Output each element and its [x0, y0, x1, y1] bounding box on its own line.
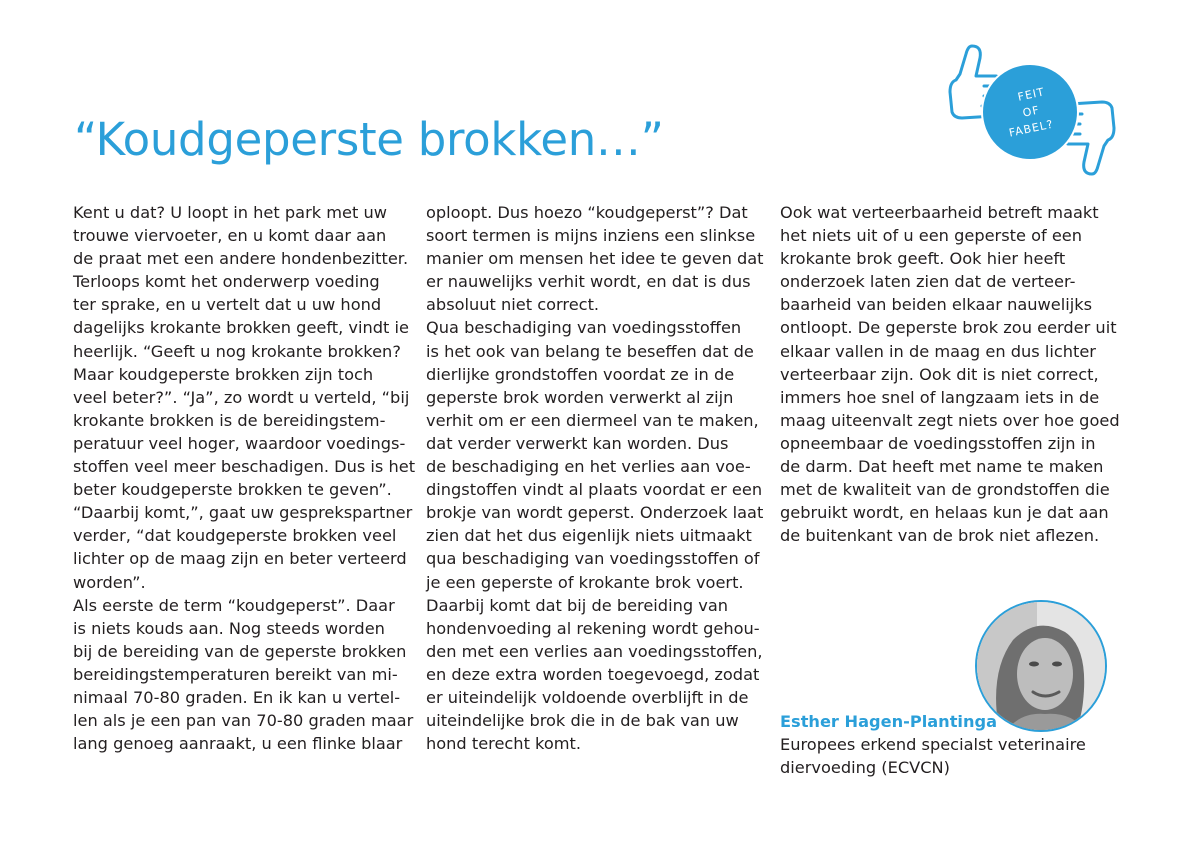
paragraph-line: Kent u dat? U loopt in het park met uw: [73, 203, 387, 222]
paragraph-line: is niets kouds aan. Nog steeds worden: [73, 618, 385, 638]
paragraph-line: soort termen is mijns inziens een slinkse: [426, 226, 756, 246]
article-title: “Koudgeperste brokken…”: [74, 113, 664, 166]
paragraph-line: er uiteindelijk voldoende overblijft in de: [426, 687, 749, 707]
paragraph-line: hondenvoeding al rekening wordt gehou-: [426, 618, 760, 638]
paragraph-line: oploopt. Dus hoezo “koudgeperst”? Dat: [426, 203, 748, 222]
paragraph-line: manier om mensen het idee te geven dat: [426, 249, 764, 269]
paragraph-line: dagelijks krokante brokken geeft, vindt ie: [73, 318, 409, 338]
paragraph-line: lichter op de maag zijn en beter verteerd: [73, 549, 407, 569]
paragraph-line: de beschadiging en het verlies aan voe-: [426, 457, 751, 477]
paragraph-line: qua beschadiging van voedingsstoffen of: [426, 549, 760, 569]
paragraph-line: krokante brok geeft. Ook hier heeft: [780, 249, 1066, 269]
paragraph-line: verder, “dat koudgeperste brokken veel: [73, 526, 397, 546]
paragraph-line: je een geperste of krokante brok voert.: [426, 572, 744, 592]
paragraph-line: opneembaar de voedingsstoffen zijn in: [780, 433, 1096, 453]
paragraph-line: dingstoffen vindt al plaats voordat er een: [426, 480, 763, 500]
paragraph-line: ter sprake, en u vertelt dat u uw hond: [73, 295, 382, 315]
paragraph-line: is het ook van belang te beseffen dat de: [426, 341, 754, 361]
paragraph-line: uiteindelijke brok die in de bak van uw: [426, 711, 739, 731]
article-column-3: [780, 201, 1120, 547]
paragraph-line: bereidingstemperaturen bereikt van mi-: [73, 664, 398, 684]
paragraph-line: heerlijk. “Geeft u nog krokante brokken?: [73, 341, 401, 361]
paragraph-line: Maar koudgeperste brokken zijn toch: [73, 364, 374, 384]
paragraph-line: beter koudgeperste brokken te geven”.: [73, 480, 392, 500]
paragraph-line: de darm. Dat heeft met name te maken: [780, 457, 1104, 477]
paragraph-line: “Daarbij komt,”, gaat uw gesprekspartner: [73, 503, 413, 523]
paragraph-line: immers hoe snel of langzaam iets in de: [780, 387, 1100, 407]
paragraph-line: de buitenkant van de brok niet aflezen.: [780, 526, 1100, 546]
paragraph-line: len als je een pan van 70-80 graden maar: [73, 711, 414, 731]
paragraph-line: geperste brok worden verwerkt al zijn: [426, 387, 734, 407]
paragraph-line: dat verder verwerkt kan worden. Dus: [426, 433, 729, 453]
paragraph-line: ontloopt. De geperste brok zou eerder uit: [780, 318, 1117, 338]
paragraph-line: maag uiteenvalt zegt niets over hoe goed: [780, 410, 1120, 430]
paragraph-line: Als eerste de term “koudgeperst”. Daar: [73, 595, 395, 615]
paragraph-line: elkaar vallen in de maag en dus lichter: [780, 341, 1096, 361]
paragraph-line: de praat met een andere hondenbezitter.: [73, 249, 409, 269]
badge-text-feit: FEIT: [1016, 85, 1046, 104]
author-name: Esther Hagen-Plantinga: [780, 712, 998, 731]
paragraph-line: dierlijke grondstoffen voordat ze in de: [426, 364, 735, 384]
paragraph-line: peratuur veel hoger, waardoor voedings-: [73, 433, 406, 453]
paragraph-line: nimaal 70-80 graden. En ik kan u vertel-: [73, 687, 401, 707]
article-column-2: [426, 201, 764, 755]
paragraph-line: onderzoek laten zien dat de verteer-: [780, 272, 1076, 292]
paragraph-line: het niets uit of u een geperste of een: [780, 226, 1083, 246]
paragraph-line: krokante brokken is de bereidingstem-: [73, 410, 386, 430]
paragraph-line: trouwe viervoeter, en u komt daar aan: [73, 226, 387, 246]
author-title-line-2: diervoeding (ECVCN): [780, 758, 950, 778]
paragraph-line: Qua beschadiging van voedingsstoffen: [426, 318, 742, 338]
paragraph-line: baarheid van beiden elkaar nauwelijks: [780, 295, 1093, 315]
paragraph-line: bij de bereiding van de geperste brokken: [73, 641, 407, 661]
feit-of-fabel-badge: [942, 40, 1122, 180]
paragraph-line: lang genoeg aanraakt, u een flinke blaar: [73, 734, 403, 754]
paragraph-line: gebruikt wordt, en helaas kun je dat aan: [780, 503, 1109, 523]
paragraph-line: er nauwelijks verhit wordt, en dat is dus: [426, 272, 751, 292]
paragraph-line: en deze extra worden toegevoegd, zodat: [426, 664, 760, 684]
paragraph-line: den met een verlies aan voedingsstoffen,: [426, 641, 763, 661]
paragraph-line: met de kwaliteit van de grondstoffen die: [780, 480, 1110, 500]
paragraph-line: verteerbaar zijn. Ook dit is niet correct,: [780, 364, 1099, 384]
paragraph-line: brokje van wordt geperst. Onderzoek laat: [426, 503, 764, 523]
paragraph-line: Ook wat verteerbaarheid betreft maakt: [780, 203, 1099, 222]
paragraph-line: absoluut niet correct.: [426, 295, 600, 315]
paragraph-line: worden”.: [73, 572, 146, 592]
author-block: [780, 710, 1086, 779]
author-title-line-1: Europees erkend specialst veterinaire: [780, 735, 1086, 755]
badge-text-of: OF: [1021, 103, 1041, 120]
paragraph-line: verhit om er een diermeel van te maken,: [426, 410, 759, 430]
paragraph-line: hond terecht komt.: [426, 734, 582, 754]
paragraph-line: stoffen veel meer beschadigen. Dus is het: [73, 457, 416, 477]
paragraph-line: Daarbij komt dat bij de bereiding van: [426, 595, 729, 615]
paragraph-line: Terloops komt het onderwerp voeding: [73, 272, 380, 292]
paragraph-line: zien dat het dus eigenlijk niets uitmaakt: [426, 526, 752, 546]
paragraph-line: veel beter?”. “Ja”, zo wordt u verteld, “bij: [73, 387, 410, 407]
badge-text-fabel: FABEL?: [1007, 117, 1055, 140]
article-column-1: [73, 201, 415, 755]
